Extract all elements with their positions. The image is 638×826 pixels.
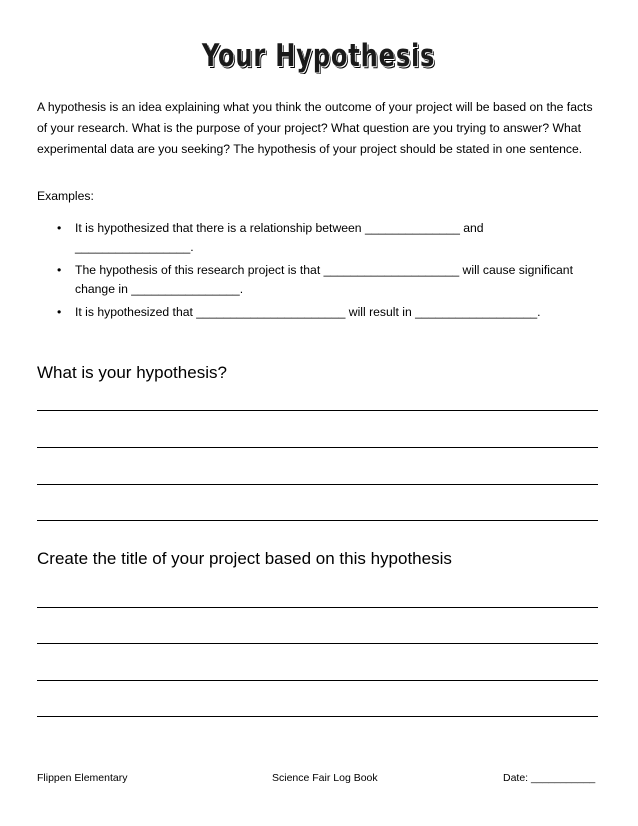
project-title-answer-line[interactable] — [37, 607, 598, 608]
list-item — [57, 219, 602, 257]
project-title-heading: Create the title of your project based on this hypothesis — [37, 549, 452, 568]
examples-label: Examples: — [37, 189, 94, 203]
intro-paragraph: A hypothesis is an idea explaining what you think the outcome of your project will be based on the facts of your research. What is the purpose of your project? What question are you trying to answer? What experimental data are you seeking? The hypothesis of your project should be stated in one sentence. — [37, 100, 593, 156]
page-title: Your Hypothesis — [202, 38, 436, 74]
hypothesis-answer-line[interactable] — [37, 520, 598, 521]
hypothesis-heading: What is your hypothesis? — [37, 363, 227, 382]
project-title-answer-line[interactable] — [37, 643, 598, 644]
footer-date-field[interactable]: Date: ___________ — [503, 772, 596, 784]
project-title-answer-line[interactable] — [37, 680, 598, 681]
project-title-answer-line[interactable] — [37, 716, 598, 717]
page-title-wrapper — [0, 38, 638, 74]
footer-book: Science Fair Log Book — [272, 772, 378, 784]
list-item — [57, 261, 602, 299]
bullet-icon: • — [57, 221, 62, 235]
example-text: It is hypothesized that ______________________ will result in __________________. — [75, 305, 541, 319]
examples-list — [57, 219, 602, 326]
bullet-icon: • — [57, 305, 62, 319]
example-text: It is hypothesized that there is a relationship between ______________ and _________________. — [75, 221, 484, 254]
bullet-icon: • — [57, 263, 62, 277]
list-item — [57, 303, 602, 322]
hypothesis-answer-line[interactable] — [37, 410, 598, 411]
footer-school: Flippen Elementary — [37, 772, 128, 784]
example-text: The hypothesis of this research project is that ____________________ will cause significant change in ________________. — [75, 263, 573, 296]
hypothesis-answer-line[interactable] — [37, 447, 598, 448]
hypothesis-answer-line[interactable] — [37, 484, 598, 485]
